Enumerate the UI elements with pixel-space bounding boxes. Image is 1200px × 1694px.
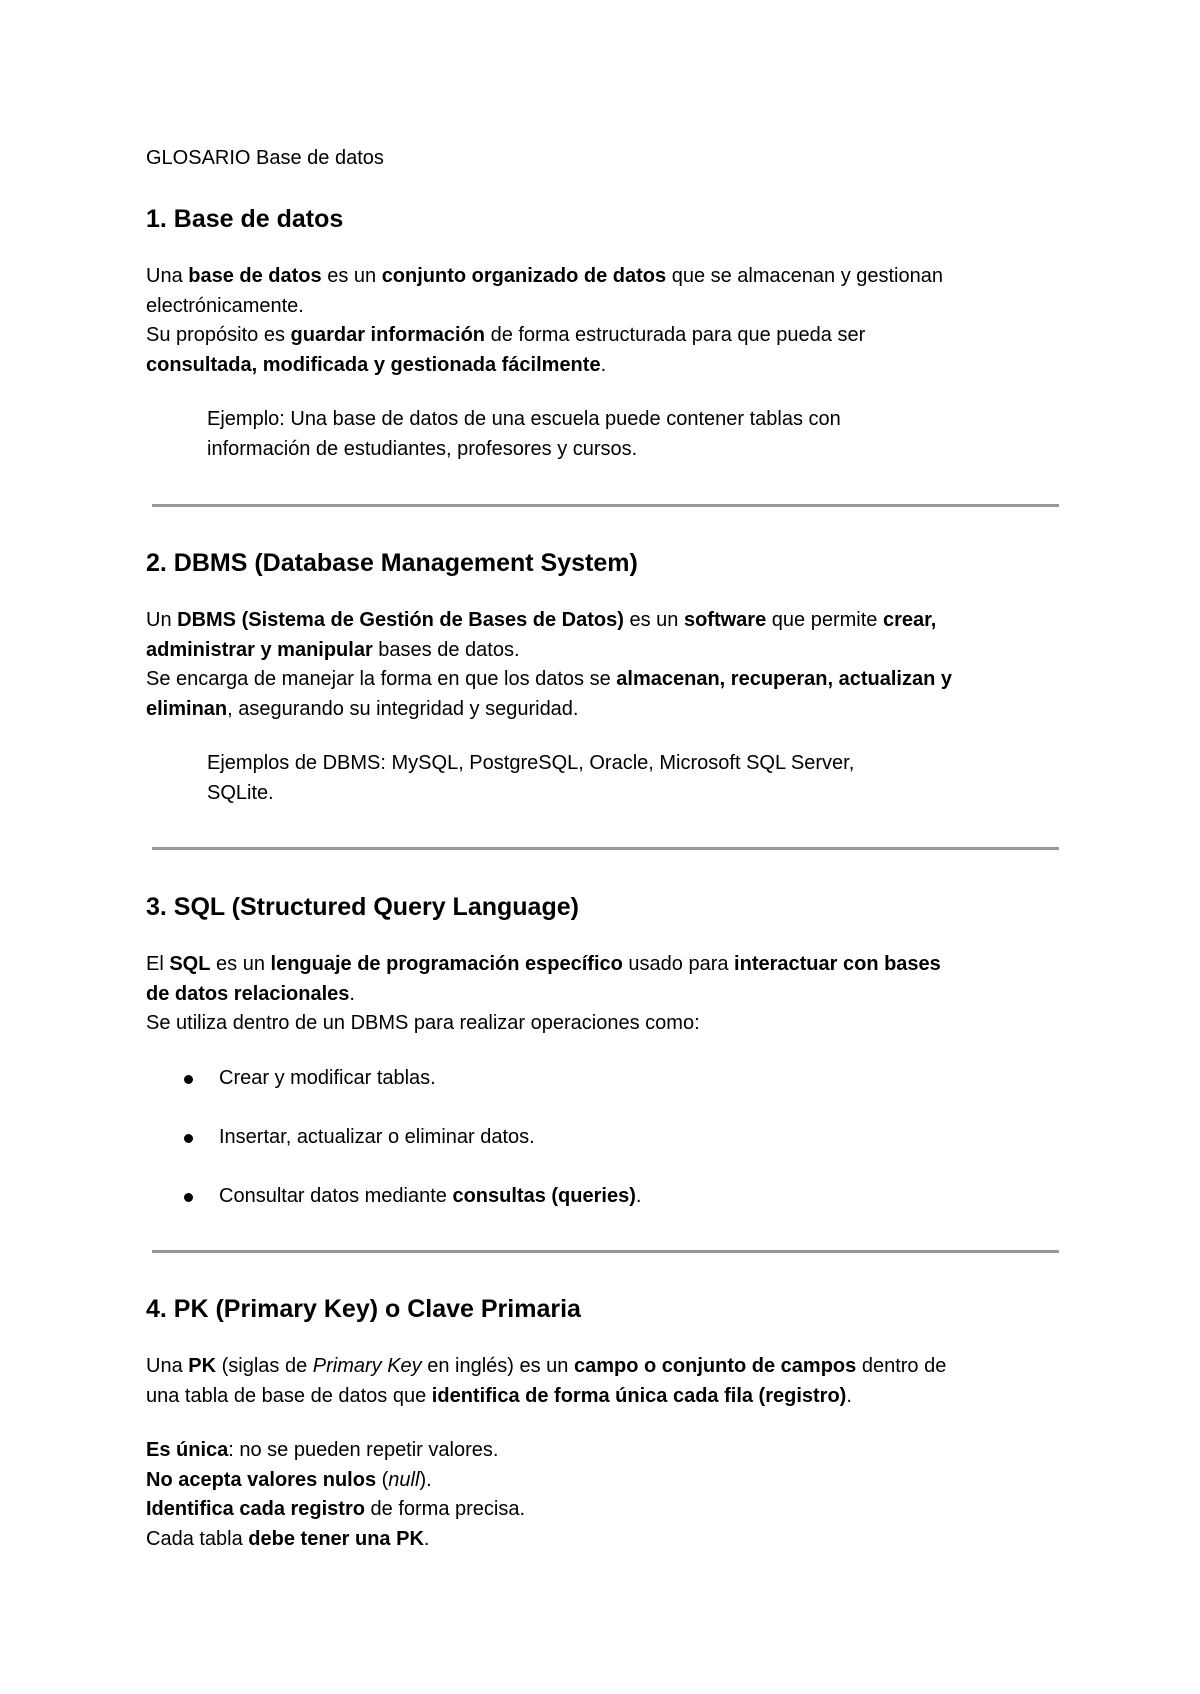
section-1-heading: 1. Base de datos — [146, 205, 344, 233]
section-2-paragraph: Un DBMS (Sistema de Gestión de Bases de Datos) es un software que permite crear, administrar y manipular bases de datos. Se encarga de manejar la forma en que los datos se almacenan, recuperan, actualizan y eliminan, asegurando su integridad y seguridad. — [146, 609, 952, 720]
section-4-paragraph: Una PK (siglas de Primary Key en inglés) es un campo o conjunto de campos dentro de una tabla de base de datos que identifica de forma única cada fila (registro). — [146, 1355, 947, 1407]
divider — [152, 504, 1059, 507]
section-2-example: Ejemplos de DBMS: MySQL, PostgreSQL, Oracle, Microsoft SQL Server, SQLite. — [207, 752, 855, 804]
operations-list — [176, 1066, 641, 1243]
list-item: Insertar, actualizar o eliminar datos. — [176, 1125, 641, 1184]
section-2-heading: 2. DBMS (Database Management System) — [146, 549, 638, 577]
divider — [152, 1250, 1059, 1253]
section-4-heading: 4. PK (Primary Key) o Clave Primaria — [146, 1295, 581, 1323]
section-1-example: Ejemplo: Una base de datos de una escuela puede contener tablas con información de estudiantes, profesores y cursos. — [207, 408, 841, 460]
divider — [152, 847, 1059, 850]
bullet-icon — [184, 1134, 193, 1143]
bullet-icon — [184, 1075, 193, 1084]
document-title: GLOSARIO Base de datos — [146, 147, 384, 169]
section-1-paragraph: Una base de datos es un conjunto organizado de datos que se almacenan y gestionan electrónicamente. Su propósito es guardar información de forma estructurada para que pueda ser consultada, modificada y gestionada fácilmente. — [146, 265, 943, 376]
list-item: Crear y modificar tablas. — [176, 1066, 641, 1125]
section-3-paragraph: El SQL es un lenguaje de programación específico usado para interactuar con bases de datos relacionales. Se utiliza dentro de un DBMS para realizar operaciones como: — [146, 953, 941, 1034]
list-item: Consultar datos mediante consultas (queries). — [176, 1184, 641, 1243]
pk-properties: Es única: no se pueden repetir valores. No acepta valores nulos (null). Identifica cada registro de forma precisa. Cada tabla debe tener una PK. — [146, 1439, 526, 1550]
section-3-heading: 3. SQL (Structured Query Language) — [146, 893, 579, 921]
bullet-icon — [184, 1193, 193, 1202]
